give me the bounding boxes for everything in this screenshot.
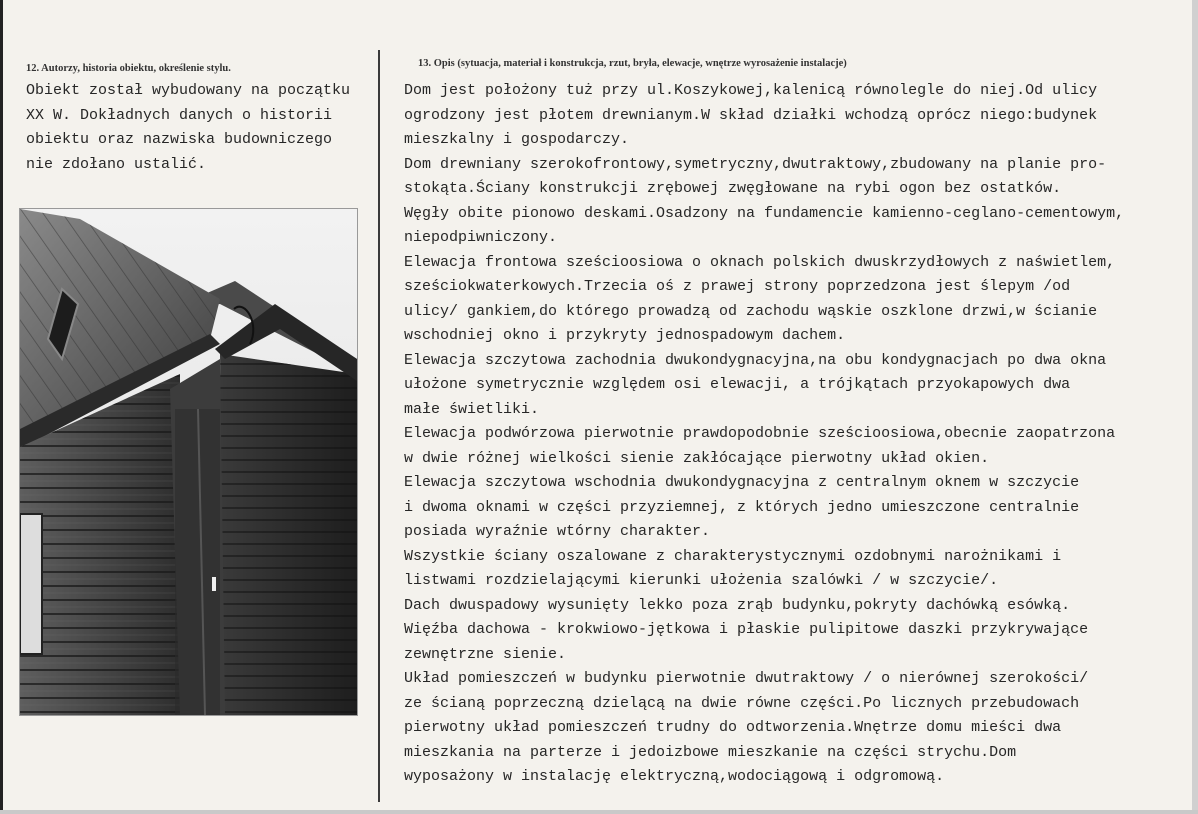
description-line: listwami rozdzielającymi kierunki ułożenia szalówki / w szczycie/. [404, 572, 999, 589]
description-line: wschodniej okno i przykryty jednospadowym dachem. [404, 327, 846, 344]
history-line: obiektu oraz nazwiska budowniczego [26, 131, 333, 148]
description-line: małe świetliki. [404, 400, 540, 418]
description-line: posiada wyraźnie wtórny charakter. [404, 523, 711, 540]
description-line: Elewacja frontowa sześcioosiowa o oknach polskich dwuskrzydłowych z naświetlem, [404, 253, 1116, 271]
description-line: Dom jest położony tuż przy ul.Koszykowej,kalenicą równolegle do niej.Od ulicy [404, 82, 1098, 99]
description-line: Elewacja szczytowa zachodnia dwukondygnacyjna,na obu kondygnacjach po dwa okna [404, 351, 1107, 369]
history-line: Obiekt został wybudowany na początku [26, 82, 351, 99]
description-line: pierwotny układ pomieszczeń trudny do odtworzenia.Wnętrze domu mieści dwa [404, 719, 1062, 736]
description-line: mieszkalny i gospodarczy. [404, 131, 630, 148]
description-text [404, 79, 1194, 790]
description-line: ulicy/ gankiem,do którego prowadzą od zachodu wąskie oszklone drzwi,w ścianie [404, 302, 1098, 320]
house-photo-icon [19, 208, 358, 716]
history-text [26, 79, 386, 177]
description-line: Dom drewniany szerokofrontowy,symetryczny,dwutraktowy,zbudowany na planie pro- [404, 155, 1107, 173]
history-line: XX W. Dokładnych danych o historii [26, 106, 333, 124]
page-edge-left [0, 0, 3, 814]
description-line: i dwoma oknami w części przyziemnej, z których jedno umieszczone centralnie [404, 498, 1080, 516]
description-line: stokąta.Ściany konstrukcji zrębowej zwęgłowane na rybi ogon bez ostatków. [404, 180, 1062, 197]
page-edge-bottom [0, 810, 1198, 814]
section-13-heading: 13. Opis (sytuacja, materiał i konstrukcja, rzut, bryła, elewacje, wnętrze wyrosażenie instalacje) [418, 58, 847, 69]
description-line: Wszystkie ściany oszalowane z charakterystycznymi ozdobnymi narożnikami i [404, 547, 1062, 565]
description-line: sześciokwaterkowych.Trzecia oś z prawej strony poprzedzona jest ślepym /od [404, 278, 1071, 295]
section-12-heading: 12. Autorzy, historia obiektu, określenie stylu. [26, 63, 231, 74]
description-line: w dwie różnej wielkości sienie zakłócające pierwotny układ okien. [404, 449, 990, 467]
description-line: Elewacja podwórzowa pierwotnie prawdopodobnie sześcioosiowa,obecnie zaopatrzona [404, 425, 1116, 442]
description-line: ogrodzony jest płotem drewnianym.W skład działki wchodzą oprócz niego:budynek [404, 106, 1098, 124]
description-line: Elewacja szczytowa wschodnia dwukondygnacyjna z centralnym oknem w szczycie [404, 474, 1080, 491]
description-line: ze ścianą poprzeczną dzielącą na dwie równe części.Po licznych przebudowach [404, 694, 1080, 712]
description-line: wyposażony w instalację elektryczną,wodociągową i odgromową. [404, 768, 945, 785]
description-line: Więźba dachowa - krokwiowo-jętkowa i płaskie pulipitowe daszki przykrywające [404, 621, 1089, 638]
description-line: Układ pomieszczeń w budynku pierwotnie dwutraktowy / o nierównej szerokości/ [404, 670, 1089, 687]
description-line: mieszkania na parterze i jedoizbowe mieszkanie na części strychu.Dom [404, 743, 1017, 761]
description-line: Dach dwuspadowy wysunięty lekko poza zrąb budynku,pokryty dachówką esówką. [404, 596, 1071, 614]
description-line: zewnętrzne sienie. [404, 645, 567, 663]
description-line: ułożone symetrycznie względem osi elewacji, a trójkątach przyokapowych dwa [404, 376, 1071, 393]
description-line: niepodpiwniczony. [404, 229, 558, 246]
description-line: Węgły obite pionowo deskami.Osadzony na fundamencie kamienno-ceglano-cementowym, [404, 204, 1125, 222]
history-line: nie zdołano ustalić. [26, 155, 207, 173]
